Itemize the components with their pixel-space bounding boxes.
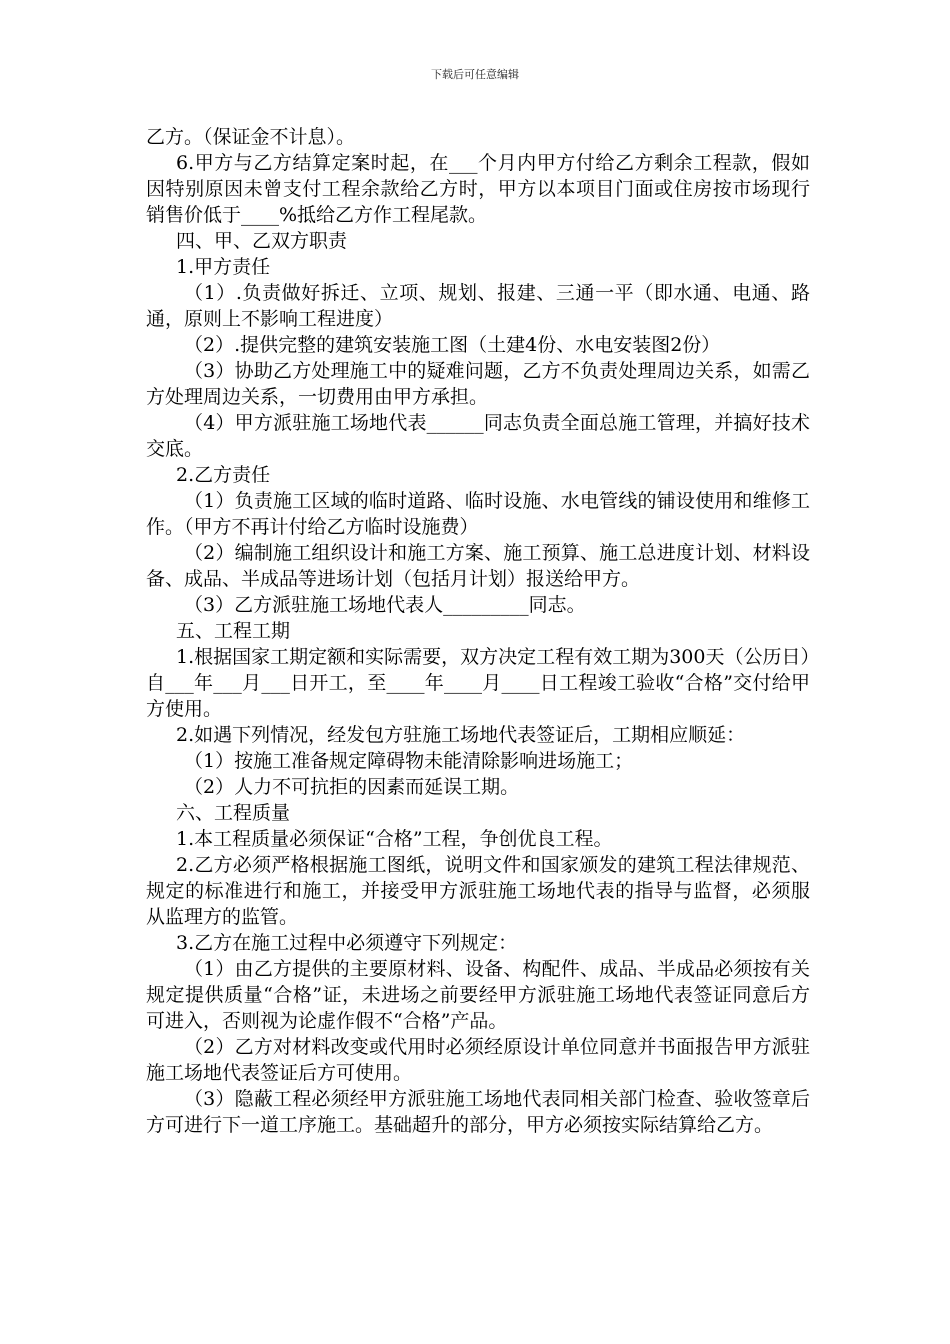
paragraph: （1）.负责做好拆迁、立项、规划、报建、三通一平（即水通、电通、路通，原则上不影响工程进度） — [146, 282, 810, 330]
document-body — [146, 124, 810, 1138]
paragraph: 六、工程质量 — [176, 802, 291, 824]
paragraph: （3）协助乙方处理施工中的疑难问题，乙方不负责处理周边关系，如需乙方处理周边关系，一切费用由甲方承担。 — [146, 360, 810, 408]
paragraph: （2）.提供完整的建筑安装施工图（土建4份、水电安装图2份） — [184, 334, 721, 356]
paragraph: （2）编制施工组织设计和施工方案、施工预算、施工总进度计划、材料设备、成品、半成品等进场计划（包括月计划）报送给甲方。 — [146, 542, 810, 590]
paragraph: 2.乙方责任 — [176, 464, 271, 486]
paragraph: 2.如遇下列情况，经发包方驻施工场地代表签证后，工期相应顺延： — [176, 724, 746, 746]
paragraph: （3）乙方派驻施工场地代表人_________同志。 — [184, 594, 586, 616]
paragraph: （2）人力不可抗拒的因素而延误工期。 — [184, 776, 520, 798]
paragraph: 2.乙方必须严格根据施工图纸，说明文件和国家颁发的建筑工程法律规范、规定的标准进行和施工，并接受甲方派驻施工场地代表的指导与监督，必须服从监理方的监管。 — [146, 854, 810, 928]
paragraph: 3.乙方在施工过程中必须遵守下列规定： — [176, 932, 518, 954]
paragraph: 1.根据国家工期定额和实际需要，双方决定工程有效工期为300天（公历日）自___年___月___日开工，至____年____月____日工程竣工验收“合格”交付给甲方使用。 — [146, 646, 810, 720]
paragraph: 四、甲、乙双方职责 — [176, 230, 348, 252]
paragraph: （3）隐蔽工程必须经甲方派驻施工场地代表同相关部门检查、验收签章后方可进行下一道工序施工。基础超升的部分，甲方必须按实际结算给乙方。 — [146, 1088, 810, 1136]
header-note: 下载后可任意编辑 — [431, 68, 519, 81]
paragraph: （1）按施工准备规定障碍物未能清除影响进场施工； — [184, 750, 634, 772]
paragraph: 乙方。（保证金不计息）。 — [146, 126, 356, 148]
paragraph: 五、工程工期 — [176, 620, 291, 642]
paragraph: （1）由乙方提供的主要原材料、设备、构配件、成品、半成品必须按有关规定提供质量“合格”证，未进场之前要经甲方派驻施工场地代表签证同意后方可进入，否则视为论虚作假不“合格”产品。 — [146, 958, 810, 1032]
paragraph: （2）乙方对材料改变或代用时必须经原设计单位同意并书面报告甲方派驻施工场地代表签证后方可使用。 — [146, 1036, 810, 1084]
paragraph: 1.甲方责任 — [176, 256, 271, 278]
paragraph: 6.甲方与乙方结算定案时起，在___个月内甲方付给乙方剩余工程款，假如因特别原因未曾支付工程余款给乙方时，甲方以本项目门面或住房按市场现行销售价低于____%抵给乙方作工程尾款。 — [146, 152, 810, 226]
paragraph: （1）负责施工区域的临时道路、临时设施、水电管线的铺设使用和维修工作。（甲方不再计付给乙方临时设施费） — [146, 490, 810, 538]
paragraph: 1.本工程质量必须保证“合格”工程，争创优良工程。 — [176, 828, 613, 850]
paragraph: （4）甲方派驻施工场地代表______同志负责全面总施工管理，并搞好技术交底。 — [146, 412, 810, 460]
